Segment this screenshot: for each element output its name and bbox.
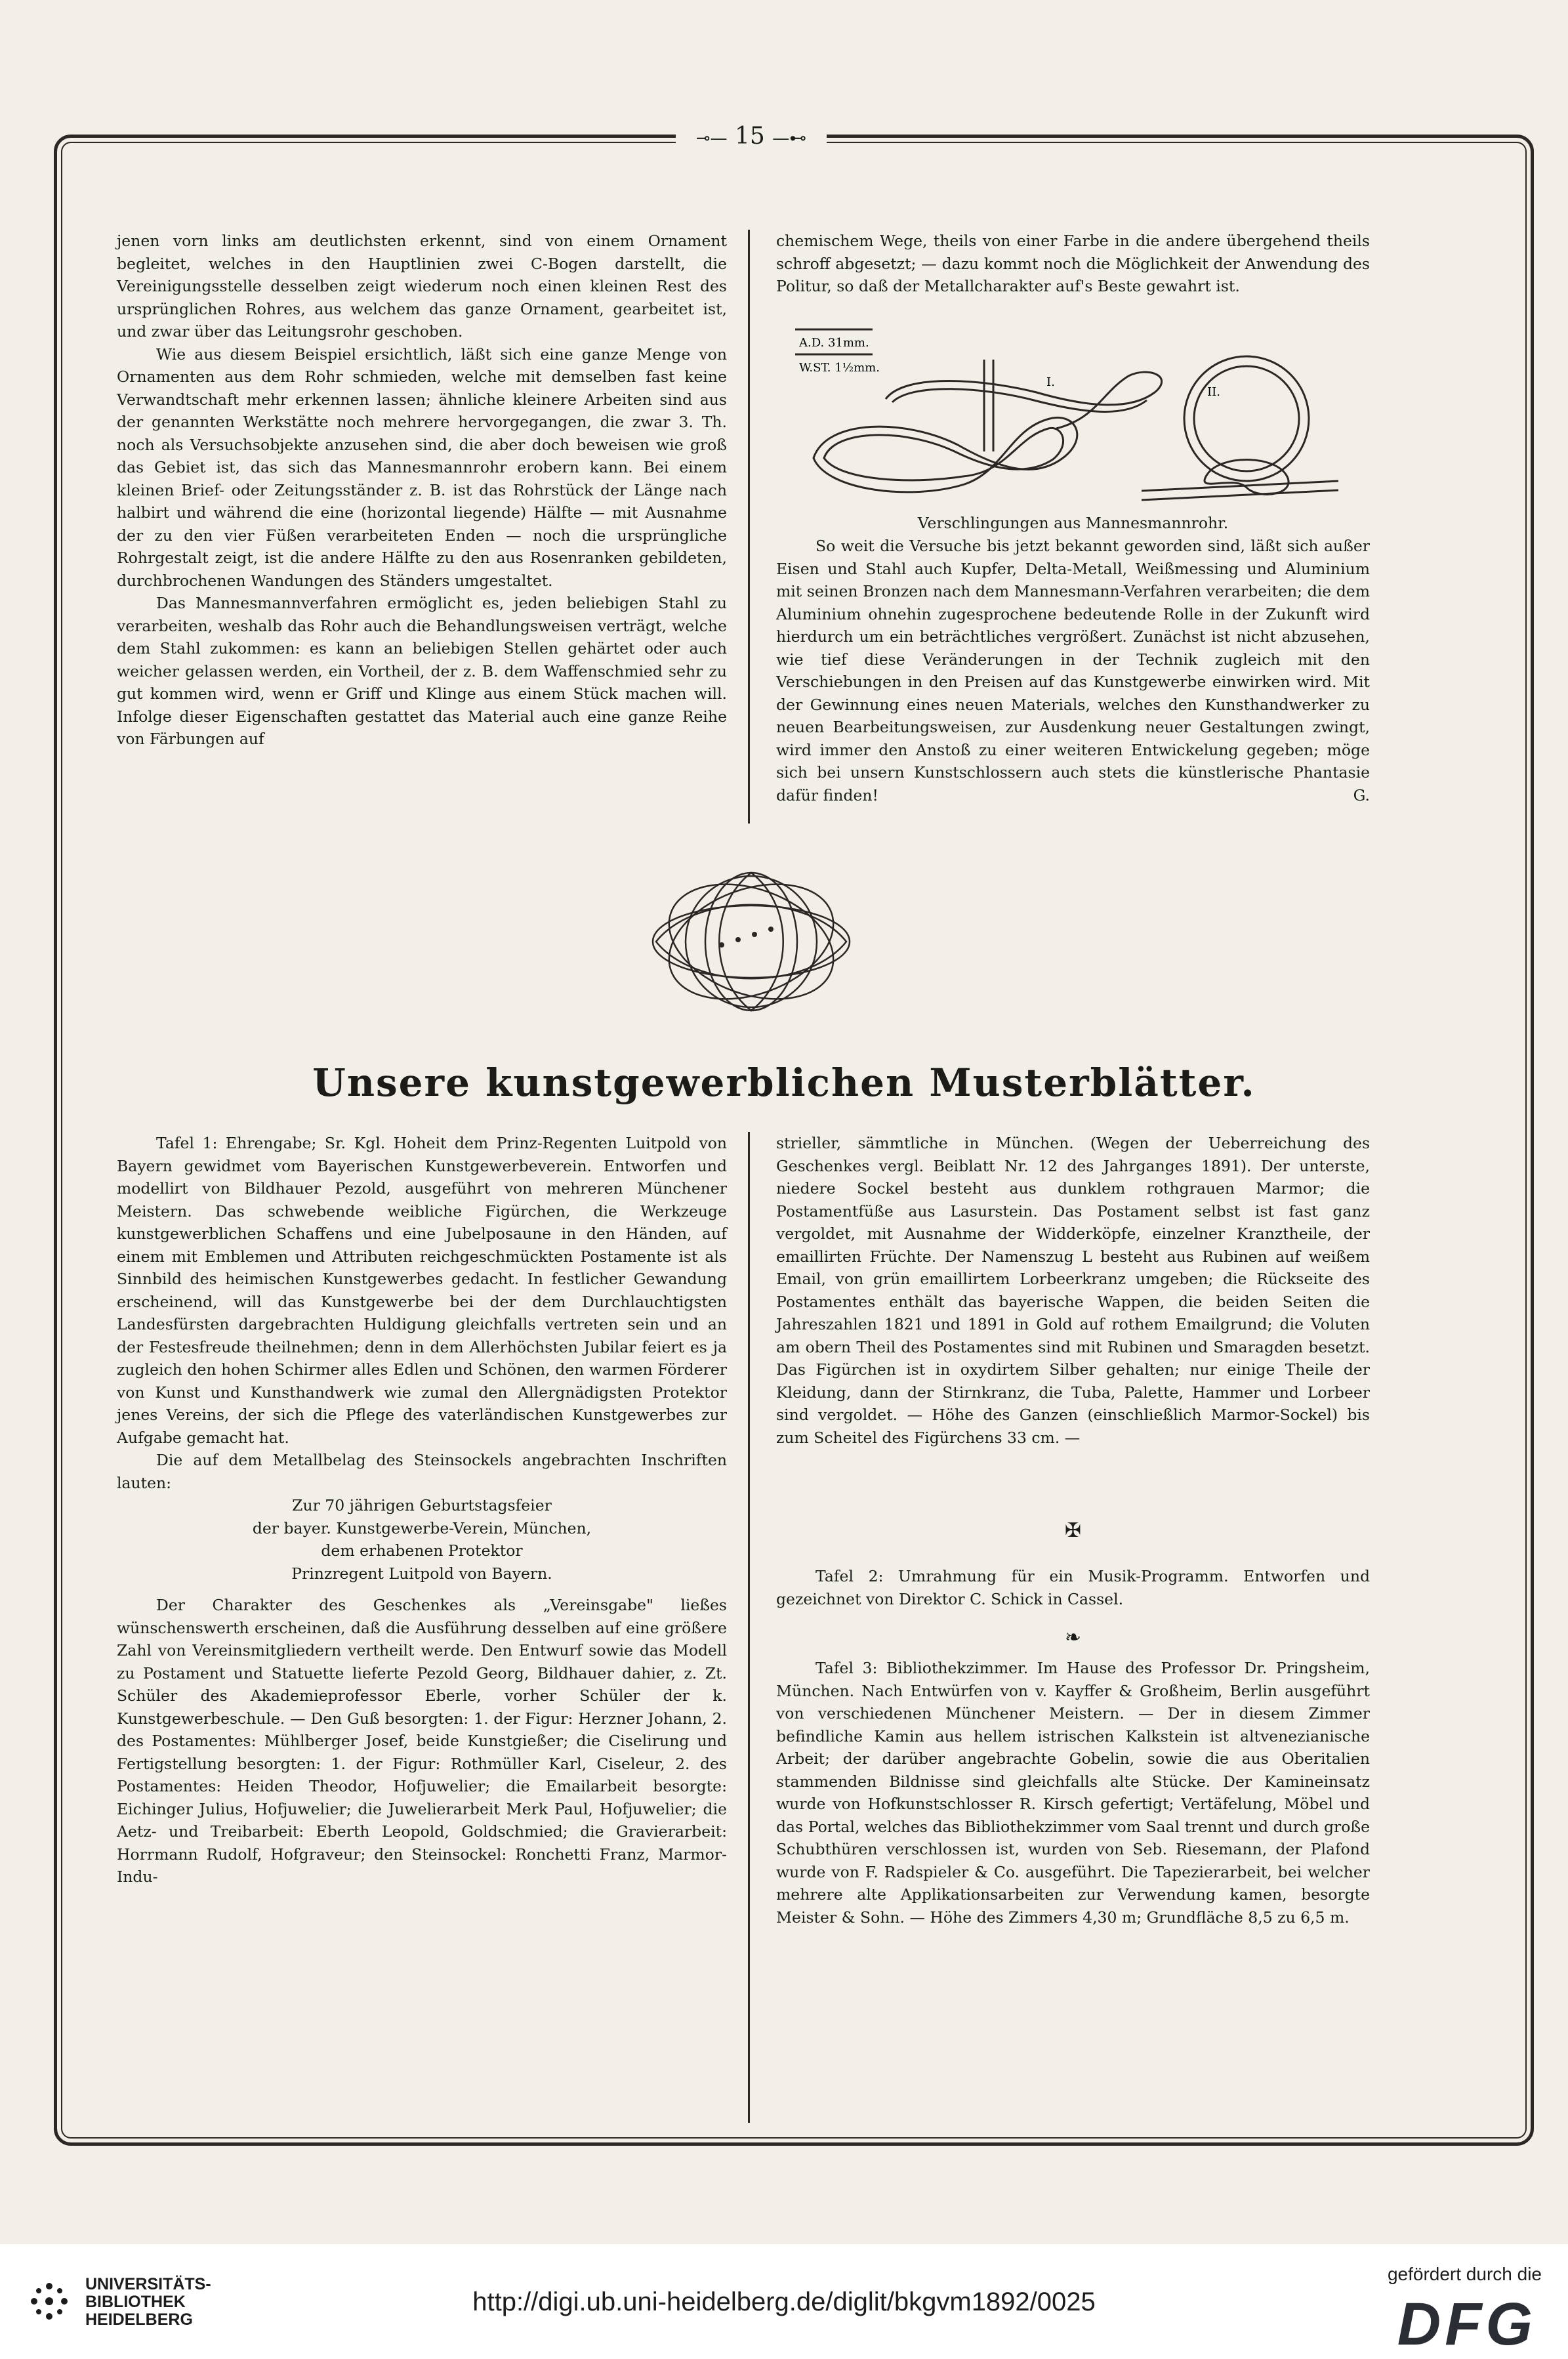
figure-label-one: I. (1046, 375, 1055, 389)
top-left-column (117, 230, 727, 833)
paragraph: Tafel 3: Bibliothekzimmer. Im Hause des Professor Dr. Pringsheim, München. Nach Entwürfen von v. Kayffer & Großheim, Berlin ausgeführt von verschiedenen Münchener Meistern. — Der in diesem Zimmer befindliche Kamin aus hellem istrischen Kalkstein ist altvenezianische Arbeit; der darüber angebrachte Gobelin, sowie die aus Oberitalien stammenden Bildnisse sind gleichfalls alte Stücke. Der Kamineinsatz wurde von Hofkunstschlosser R. Kirsch gefertigt; Vertäfelung, Möbel und das Portal, welches das Bibliothekzimmer vom Saal trennt und durch große Schubthüren verschlossen ist, wurden von Seb. Riesemann, der Plafond wurde von F. Radspieler & Co. ausgeführt. Die Tapezierarbeit, bei welcher mehrere alte Applikationsarbeiten zur Verwendung kamen, besorgte Meister & Sohn. — Höhe des Zimmers 4,30 m; Grundfläche 8,5 zu 6,5 m. (776, 1659, 1370, 1927)
paragraph (776, 535, 1370, 806)
bottom-right-column (776, 1132, 1370, 1473)
bottom-left-column (117, 1132, 727, 2182)
column-divider (748, 230, 750, 824)
university-line: UNIVERSITÄTS- (85, 2275, 211, 2293)
university-line: HEIDELBERG (85, 2310, 193, 2329)
paragraph: chemischem Wege, theils von einer Farbe in die andere übergehend theils schroff abgesetzt; — dazu kommt noch die Möglichkeit der Anwendung des Politur, so daß der Metallcharakter auf's Beste gewahrt ist. (776, 232, 1370, 295)
inscription-line: Zur 70 jährigen Geburtstagsfeier (292, 1496, 552, 1514)
vignette-ornament (643, 866, 859, 1017)
column-divider (748, 1132, 750, 2123)
paragraph-text: So weit die Versuche bis jetzt bekannt geworden sind, läßt sich außer Eisen und Stahl auch Kupfer, Delta-Metall, Weißmessing und Aluminium mit seinen Bronzen nach dem Mannesmann-Verfahren verarbeiten; die dem Aluminium ohnehin zugesprochene bedeutende Rolle in der Zukunft wird hierdurch um ein beträchtliches vergrößert. Zunächst ist nicht abzusehen, wie tief diese Veränderungen in der Technik zugleich mit den Verschiebungen in den Preisen auf das Kunstgewerbe einwirken wird. Mit der Gewinnung eines neuen Materials, welches den Kunsthandwerker zu neuen Bearbeitungsweisen, zur Ausdenkung neuer Gestaltungen zwingt, wird immer den Anstoß zu einer weiteren Entwickelung gegeben; möge sich bei unsern Kunstschlossern auch stets die künstlerische Phantasie dafür finden! (776, 537, 1370, 804)
divider-ornament: ❧ (1064, 1626, 1082, 1649)
author-signature: G. (1353, 785, 1370, 804)
figure-dimension-label: W.ST. 1½mm. (799, 361, 880, 375)
figure-dimension-label: A.D. 31mm. (799, 336, 869, 350)
paragraph: Tafel 1: Ehrengabe; Sr. Kgl. Hoheit dem Prinz-Regenten Luitpold von Bayern gewidmet vom Bayerischen Kunstgewerbeverein. Entworfen und modellirt von Bildhauer Pezold, ausgeführt von mehreren Münchener Meistern. Das schwebende weibliche Figürchen, die Werkzeuge kunstgewerblichen Schaffens und eine Jubelposaune in den Händen, auf einem mit Emblemen und Attributen reichgeschmückten Postamente ist als Sinnbild des heimischen Kunstgewerbes gedacht. In festlicher Gewandung erscheinend, will das Kunstgewerbe bei der dem Durchlauchtigsten Landesfürsten dargebrachten Huldigung gleichfalls vertreten sein und an der Festesfreude theilnehmen; denn in dem Allerhöchsten Jubilar feiert es ja zugleich den hohen Schirmer alles Edlen und Schönen, den warmen Förderer von Kunst und Kunsthandwerk wie zumal den Allergnädigsten Protektor jenes Vereins, der sich die Pflege des vaterländischen Kunstgewerbes zur Aufgabe gemacht hat. (117, 1134, 727, 1447)
inscription-line: dem erhabenen Protektor (321, 1541, 523, 1560)
paragraph: Das Mannesmannverfahren ermöglicht es, jeden beliebigen Stahl zu verarbeiten, weshalb das Rohr auch die Behandlungsweisen verträgt, welche dem Stahl zukommen: es kann an beliebigen Stellen gehärtet oder auch weicher gelassen werden, ein Vortheil, der z. B. dem Waffenschmied sehr zu gut kommen wird, wenn er Griff und Klinge aus einem Stück machen will. Infolge dieser Eigenschaften gestattet das Material auch eine ganze Reihe von Färbungen auf (117, 594, 727, 748)
figure-caption: Verschlingungen aus Mannesmannrohr. (917, 514, 1229, 532)
paragraph: strieller, sämmtliche in München. (Wegen der Ueberreichung des Geschenkes vergl. Beiblatt Nr. 12 des Jahrganges 1891). Der unterste, niedere Sockel besteht aus dunklem rothgrauen Marmor; die Postamentfüße aus Lasurstein. Das Postament selbst ist fast ganz vergoldet, mit Ausnahme der Widderköpfe, einzelner Kranztheile, der emaillirten Früchte. Der Namenszug L besteht aus Rubinen auf weißem Email, von grün emaillirtem Lorbeerkranz umgeben; die Rückseite des Postamentes enthält das bayerische Wappen, die beiden Seiten die Jahreszahlen 1821 und 1891 in Gold auf rothem Emailgrund; die Voluten am obern Theil des Postamentes sind mit Rubinen und Smaragden besetzt. Das Figürchen ist in oxydirtem Silber gehalten; nur einige Theile der Kleidung, dann der Stirnkranz, die Tuba, Palette, Hammer und Lorbeer sind vergoldet. — Höhe des Ganzen (einschließlich Marmor-Sockel) bis zum Scheitel des Figürchens 33 cm. — (776, 1134, 1370, 1447)
paragraph: jenen vorn links am deutlichsten erkennt, sind von einem Ornament begleitet, welches in den Hauptlinien zwei C-Bogen darstellt, die Vereinigungsstelle desselben zeigt wiederum noch einen kleinen Rest des ursprünglichen Rohres, aus welchem das ganze Ornament, gearbeitet ist, und zwar über das Leitungsrohr geschoben. (117, 232, 727, 341)
inscription-line: der bayer. Kunstgewerbe-Verein, München, (252, 1518, 592, 1537)
page-number (676, 122, 827, 151)
inscription-line: Prinzregent Luitpold von Bayern. (291, 1564, 552, 1583)
paragraph: Die auf dem Metallbelag des Steinsockels angebrachten Inschriften lauten: (117, 1451, 727, 1492)
bottom-right-column (776, 1657, 1370, 2182)
paragraph: Der Charakter des Geschenkes als „Vereinsgabe" ließes wünschenswerth erscheinen, daß die Ausführung desselben auf eine größere Zahl von Vereinsmitgliedern vertheilt werde. Den Entwurf sowie das Modell zu Postament und Statuette lieferte Pezold Georg, Bildhauer dahier, z. Zt. Schüler des Akademieprofessor Eberle, vorher Schüler der k. Kunstgewerbeschule. — Den Guß besorgten: 1. der Figur: Herzner Johann, 2. des Postamentes: Mühlberger Josef, beide Kunstgießer; die Ciselirung und Fertigstellung besorgten: 1. der Figur: Rothmüller Karl, Ciseleur, 2. des Postamentes: Heiden Theodor, Hofjuwelier; die Emailarbeit besorgte: Eichinger Julius, Hofjuwelier; die Juwelierarbeit Merk Paul, Hofjuwelier; die Aetz- und Treibarbeit: Eberth Leopold, Goldschmied; die Gravierarbeit: Horrmann Rudolf, Hofgraveur; den Steinsockel: Ronchetti Franz, Marmor-Indu- (117, 1596, 727, 1886)
funding-label: gefördert durch die (1387, 2264, 1542, 2284)
paragraph: Wie aus diesem Beispiel ersichtlich, läßt sich eine ganze Menge von Ornamenten aus dem Rohr schmieden, welche mit demselben fast keine Verwandtschaft mehr erkennen lassen; ähnliche kleinere Arbeiten sind aus der genannten Werkstätte noch mehrere hervorgegangen, die zwar 3. Th. noch als Versuchsobjekte anzusehen sind, die aber doch beweisen wie groß das Gebiet ist, das sich das Mannesmannrohr erobern kann. Bei einem kleinen Brief- oder Zeitungsständer z. B. ist das Rohrstück der Länge nach halbirt und während die eine (horizontal liegende) Hälfte — mit Ausnahme der zu den vier Füßen verarbeiteten Enden — noch die ursprüngliche Rohrgestalt zeigt, ist die andere Hälfte zu den aus Rosenranken gebildeten, durchbrochenen Wandungen des Ständers umgestaltet. (117, 344, 727, 590)
section-title: Unsere kunstgewerblichen Musterblätter. (312, 1060, 1256, 1105)
source-url[interactable]: http://digi.ub.uni-heidelberg.de/diglit/bkgvm1892/0025 (472, 2287, 1096, 2316)
bottom-right-column (776, 1565, 1370, 1618)
tube-knot-figure (787, 320, 1358, 511)
divider-ornament: ✠ (1064, 1519, 1082, 1542)
top-right-column (776, 535, 1370, 830)
page-number-right-ornament: —⊷ (772, 129, 807, 148)
figure-label-two: II. (1207, 385, 1220, 399)
university-line: BIBLIOTHEK (85, 2293, 186, 2311)
library-footer (0, 2244, 1568, 2359)
paragraph: Tafel 2: Umrahmung für ein Musik-Programm. Entworfen und gezeichnet von Direktor C. Schick in Cassel. (776, 1567, 1370, 1608)
dfg-logo: DFG (1397, 2291, 1537, 2358)
page-number-text: 15 (734, 123, 765, 150)
page-number-left-ornament: ⊸— (695, 129, 728, 148)
top-right-intro (776, 230, 1370, 305)
